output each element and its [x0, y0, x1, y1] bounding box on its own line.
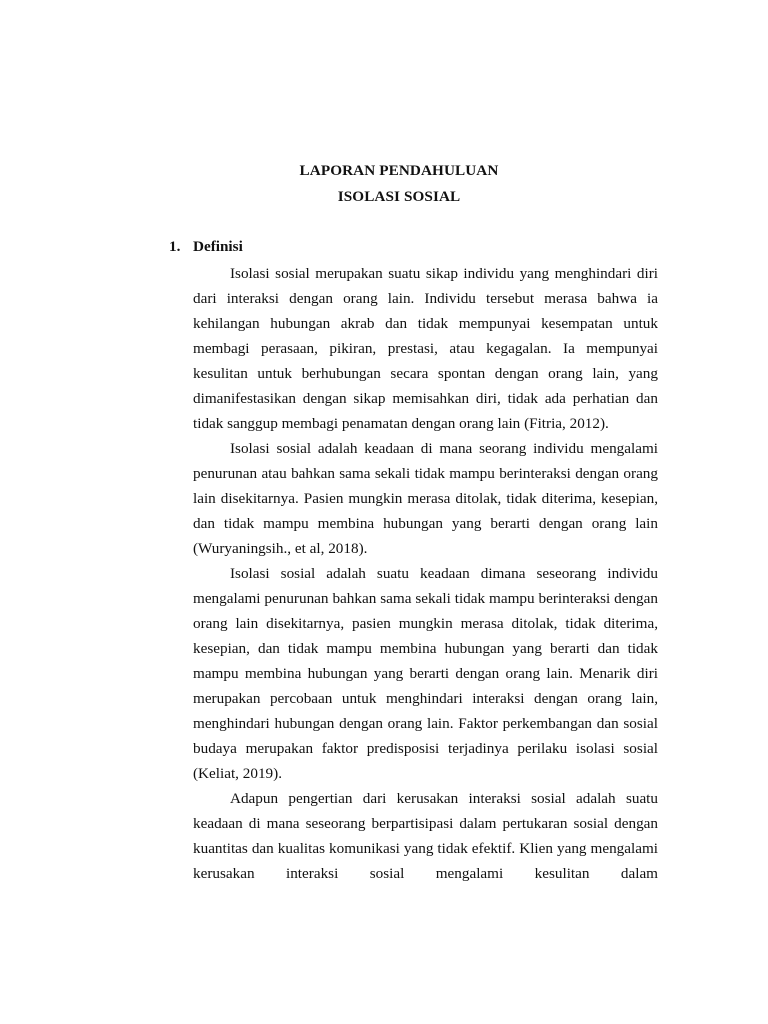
- document-subtitle: ISOLASI SOSIAL: [337, 188, 461, 205]
- paragraph-4: Adapun pengertian dari kerusakan interaksi sosial adalah suatu keadaan di mana seseorang berpartisipasi dalam pertukaran sosial dengan kuantitas dan kualitas komunikasi yang tidak efektif. Klien yang mengalami kerusakan interaksi sosial mengalami kesulitan dalam: [193, 790, 658, 882]
- document-title: LAPORAN PENDAHULUAN: [299, 162, 499, 179]
- paragraph-1: Isolasi sosial merupakan suatu sikap individu yang menghindari diri dari interaksi dengan orang lain. Individu tersebut merasa bahwa ia kehilangan hubungan akrab dan tidak mempunyai kesempatan untuk membagi perasaan, pikiran, prestasi, atau kegagalan. Ia mempunyai kesulitan untuk berhubungan secara spontan dengan orang lain, yang dimanifestasikan dengan sikap memisahkan diri, tidak ada perhatian dan tidak sanggup membagi penamatan dengan orang lain (Fitria, 2012).: [193, 265, 658, 432]
- section-body: [193, 261, 658, 886]
- paragraph-2: Isolasi sosial adalah keadaan di mana seorang individu mengalami penurunan atau bahkan sama sekali tidak mampu berinteraksi dengan orang lain disekitarnya. Pasien mungkin merasa ditolak, tidak diterima, kesepian, dan tidak mampu membina hubungan yang berarti dengan orang lain (Wuryaningsih., et al, 2018).: [193, 440, 658, 557]
- section-heading-label: Definisi: [193, 238, 243, 255]
- section-heading: [169, 237, 243, 257]
- paragraph-3: Isolasi sosial adalah suatu keadaan dimana seseorang individu mengalami penurunan bahkan sama sekali tidak mampu berinteraksi dengan orang lain disekitarnya, pasien mungkin merasa ditolak, tidak diterima, kesepian, dan tidak mampu membina hubungan yang berarti dan tidak mampu membina hubungan yang berarti dengan orang lain. Menarik diri merupakan percobaan untuk menghindari interaksi dengan orang lain, menghindari hubungan dengan orang lain. Faktor perkembangan dan sosial budaya merupakan faktor predisposisi terjadinya perilaku isolasi sosial (Keliat, 2019).: [193, 565, 658, 782]
- section-number: 1.: [169, 238, 181, 255]
